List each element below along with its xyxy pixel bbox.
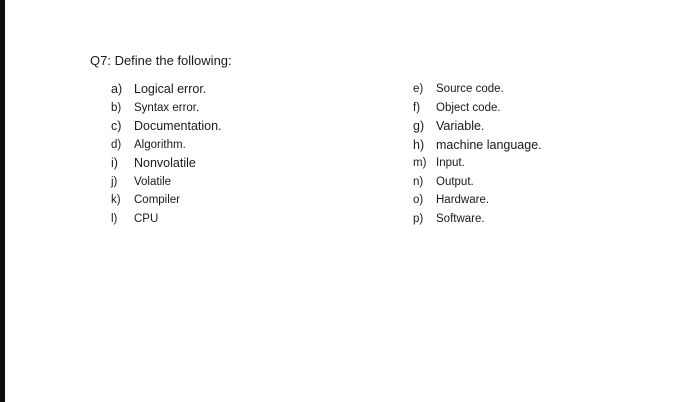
question-heading: Q7: Define the following: — [90, 53, 232, 68]
item-marker: k) — [111, 194, 121, 206]
item-text: Source code. — [436, 83, 504, 95]
list-item — [413, 117, 542, 136]
list-item — [111, 173, 222, 192]
list-item — [111, 80, 222, 99]
item-text: Output. — [436, 175, 474, 188]
item-text: machine language. — [436, 137, 542, 152]
item-marker: h) — [413, 137, 425, 152]
list-item — [413, 191, 542, 210]
list-item — [413, 154, 542, 173]
list-item — [111, 191, 222, 210]
item-marker: l) — [111, 212, 118, 225]
item-marker: o) — [413, 194, 424, 206]
item-text: Algorithm. — [134, 138, 186, 151]
item-text: Hardware. — [436, 194, 490, 206]
list-item — [413, 99, 542, 118]
item-text: Software. — [436, 212, 485, 225]
item-marker: e) — [413, 83, 424, 95]
item-text: CPU — [134, 212, 159, 225]
list-item — [413, 210, 542, 229]
item-text: Compiler — [134, 194, 181, 206]
list-item — [111, 154, 222, 173]
item-marker: f) — [413, 101, 421, 114]
item-marker: g) — [413, 119, 425, 133]
list-item — [413, 173, 542, 192]
definitions-list-right — [413, 80, 542, 228]
item-text: Volatile — [134, 175, 172, 188]
item-text: Documentation. — [134, 119, 222, 133]
item-marker: m) — [413, 157, 427, 169]
item-marker: p) — [413, 212, 424, 225]
list-item — [413, 136, 542, 155]
item-marker: a) — [111, 82, 123, 96]
list-item — [111, 210, 222, 229]
item-text: Nonvolatile — [134, 156, 196, 170]
list-item — [111, 99, 222, 118]
left-border — [0, 0, 5, 402]
definitions-list-left — [111, 80, 222, 228]
list-item — [111, 117, 222, 136]
item-marker: b) — [111, 101, 122, 114]
list-item — [413, 80, 542, 99]
item-marker: c) — [111, 119, 122, 133]
item-text: Variable. — [436, 119, 485, 133]
list-item — [111, 136, 222, 155]
item-marker: d) — [111, 138, 122, 151]
item-marker: j) — [111, 175, 118, 188]
item-text: Object code. — [436, 101, 501, 114]
item-marker: n) — [413, 175, 424, 188]
item-text: Syntax error. — [134, 101, 200, 114]
item-text: Logical error. — [134, 82, 207, 96]
item-marker: i) — [111, 156, 118, 170]
item-text: Input. — [436, 157, 465, 169]
